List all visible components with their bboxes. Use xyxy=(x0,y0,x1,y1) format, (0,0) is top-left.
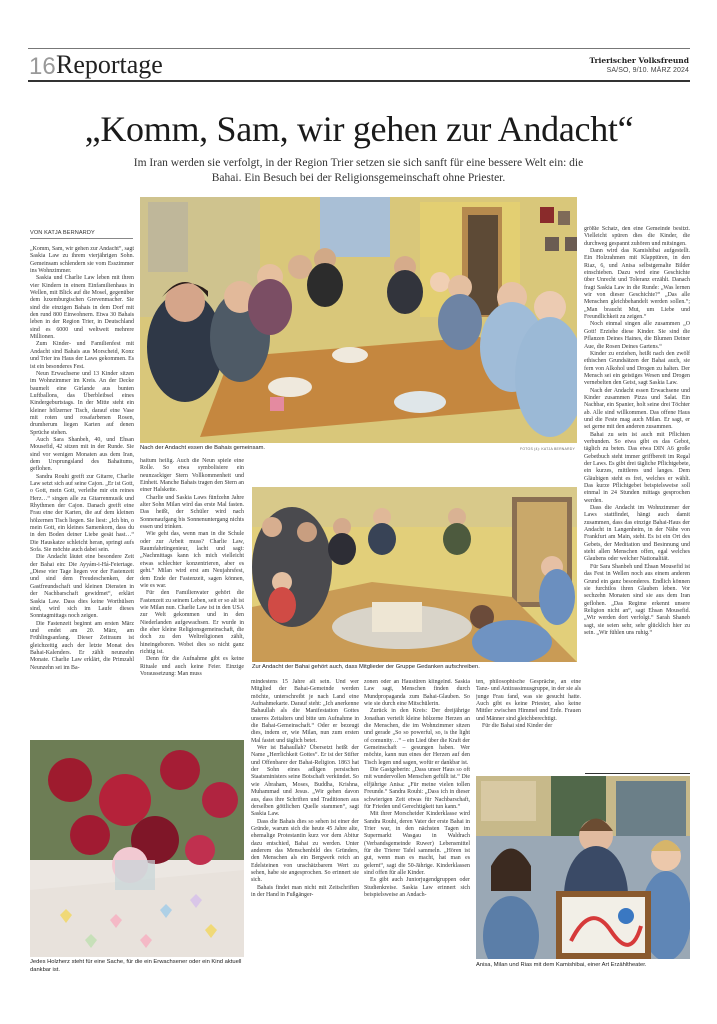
paragraph: Kinder zu erziehen, heißt nach den zwölf ethischen Grundsätzen der Bahai auch, sie fern von Alkohol und Drogen zu halten. Der Mensch sei ein geistiges Wesen und Drogen vernebelten den Geist, sagt Saskia Law. xyxy=(584,350,690,387)
article-column-4 xyxy=(364,679,470,971)
paragraph: Auch Sara Shanbeh, 40, und Ehsan Mousefid, 42 sitzen mit in der Runde. Sie sind vor wenigen Monaten aus dem Iran, dem Ursprungsland des Bahaitums, geflohen. xyxy=(30,436,134,473)
paragraph: Neun Erwachsene und 13 Kinder sitzen im Wohnzimmer im Kreis. An der Decke baumelt eine Girlande aus bunten Luftballons, das Überbleibsel eines Kindergeburtstags. In der Mitte steht ein kleiner hölzerner Tisch, darauf eine Vase mit roten und rosafarbenen Rosen, drumherum liegen Karten auf denen Sprüche stehen. xyxy=(30,370,134,436)
byline: VON KATJA BERNARDY xyxy=(30,230,133,239)
issue-date: SA/SO, 9/10. MÄRZ 2024 xyxy=(606,67,689,74)
paragraph: Mit ihrer Morscheider Kinderklasse wird Sandra Rouhi, deren Vater der erste Bahai in Trier war, in den nächsten Tagen im Supermarkt Wasgau in Waldrach (Verbandsgemeinde Ruwer) Lebensmittel für die Trierer Tafel sammeln. „Hören ist gut, wenn man es macht, hat man es gelernt“, sagt die 50-Jährige. Kinderklassen sind offen für alle Kinder. xyxy=(364,811,470,876)
paragraph: Denn für die Aufnahme gibt es keine Rituale und auch keine Feier. Einzige Voraussetzung: Man muss xyxy=(140,656,244,677)
paragraph: größte Schatz, den eine Gemeinde besitzt. Vielleicht spüren dies die Kinder, die durchweg gespannt zuhören und mitsingen. xyxy=(584,226,690,247)
photo-kids-kamishibai xyxy=(476,776,690,959)
photo-group-dinner xyxy=(140,197,577,443)
paragraph: Charlie und Saskia Laws fünfzehn Jahre alter Sohn Milan wird das erste Mal fasten. Das heißt, der Schüler wird nach Sonnenaufgang bis Sonnenuntergang nichts essen und trinken. xyxy=(140,494,244,531)
second-photo xyxy=(252,487,577,662)
paragraph: mindestens 15 Jahre alt sein. Und wer Mitglied der Bahai-Gemeinde werden möchte, unterschreibt je nach Land eine Aufnahmekarte. Darauf steht: „Ich anerkenne Bahaullah als die Manifestation Gottes unseres Zeitalters und bitte um Aufnahme in die Bahai-Gemeinschaft.“ Oder er bezeugt dies, indem er, wie Milan, nun zum ersten Mal fastet und täglich betet. xyxy=(251,679,359,744)
paragraph: Zurück in den Kreis: Der dreijährige Jonathan verteilt kleine hölzerne Herzen an die Menschen, die im Wohnzimmer sitzen und gerade „So so powerful, so, is the light of comunity…“ – ein Lied über die Kraft der Gemeinschaft – gesungen haben. Wer möchte, kann nun eines der Herzen auf den Tisch legen und sagen, wofür er dankbar ist. xyxy=(364,708,470,766)
article-column-1 xyxy=(30,246,134,738)
header-bottom-rule xyxy=(28,80,690,82)
paragraph: Nach der Andacht essen Erwachsene und Kinder zusammen Pizza und Salat. Ein Nachbar, ein Spanier, holt seine drei Töchter ab. Alle sind willkommen. Das offene Haus und die Feste mag auch Milan. Er sagt, er sei gerne mit den anderen zusammen. xyxy=(584,387,690,431)
paragraph: Für Sara Shanbeh und Ehsan Mousefid ist das Fest in Wellen noch aus einem anderen Grund ein ganz besonderes. Endlich können sie furchtlos ihren Glauben leben. Vor sechzehn Monaten sind sie aus dem Iran geflohen. „Das Regime erkennt unsere Religion nicht an“, sagt Ehsan Mousefid. „Wir werden dort verfolgt.“ Sarah Shaneb sagt, sie seien sehr, sehr glücklich hier zu sein. „Wir fühlen uns ruhig.“ xyxy=(584,563,690,636)
page-number: 16 xyxy=(29,53,56,80)
article-subheadline: Im Iran werden sie verfolgt, in der Region Trier setzen sie sich sanft für eine bessere Welt ein: die Bahai. Ein Besuch bei der Religionsgemeinschaft ohne Priester. xyxy=(133,157,584,184)
roses-photo-caption: Jedes Holzherz steht für eine Sache, für die ein Erwachsener oder ein Kind aktuell dankbar ist. xyxy=(30,959,242,973)
photo-credit: FOTOS (4): KATJA BERNARDY xyxy=(520,447,576,451)
kids-photo-caption: Anisa, Milan und Rias mit dem Kamishibai, einer Art Erzähltheater. xyxy=(476,962,647,968)
paragraph: Die Fastenzeit beginnt am ersten März und endet am 20. März, am Frühlingsanfang. Dieser Zeitraum ist gleichzeitig auch der letzte Monat des Bahai-Kalenders. Er zählt neunzehn Monate. Charlie Law erklärt, die Primzahl Neunzehn sei im Ba- xyxy=(30,620,134,671)
paragraph: Bahais findet man nicht mit Zeitschriften in der Hand in Fußgänger- xyxy=(251,884,359,898)
paragraph: Noch einmal singen alle zusammen „O Gott! Erziehe diese Kinder. Sie sind die Pflanzen Deines Haines, die Blumen Deiner Aue, die Rosen Deines Gartens.“ xyxy=(584,321,690,350)
paragraph: Es gibt auch Juniorjugendgruppen oder Studienkreise. Saskia Law erinnert sich beispielsweise an Andach- xyxy=(364,877,470,898)
paragraph: Für den Familienvater gehört die Fastenzeit zu seinem Leben, seit er so alt ist wie Milan nun. Charlie Law ist in den USA zur Welt gekommen und in den Niederlanden aufgewachsen. Er wurde in die eher kleine Religionsgemeinschaft, die doch zu den Weltreligionen zählt, hineingeboren. Wobei dies so nicht ganz richtig ist. xyxy=(140,590,244,655)
photo-living-room-circle xyxy=(252,487,577,662)
newspaper-logo: Trierischer Volksfreund xyxy=(589,56,689,65)
paragraph: Wie geht das, wenn man in die Schule oder zur Arbeit muss? Charlie Law, Raumfahrtingenieur, lacht und sagt: „Nachmittags kann ich mich vielleicht etwas schlechter konzentrieren, aber es geht.“ Milan wird erst am Neujahrsfest, dem Ende der Fastenzeit, sagen können, wie es war. xyxy=(140,531,244,589)
paragraph: Die Gastgeberin: „Dass unser Haus so oft mit wundervollen Menschen gefüllt ist.“ Die elfjährige Anisa: „Für meine vielen tollen Freunde.“ Sandra Rouhi: „Dass ich in dieser schwierigen Zeit etwas für Nachbarschaft, für Frieden und Gerechtigkeit tun kann.“ xyxy=(364,767,470,810)
kids-photo xyxy=(476,776,690,959)
paragraph: Wer ist Bahaullah? Übersetzt heißt der Name „Herrlichkeit Gottes“. Er ist der Stifter und Offenbarer der Bahai-Religion. 1863 hat der Sohn eines adligen persischen Staatsministers seine Botschaft verkündet. So wie Abraham, Moses, Buddha, Krishna, Muhammad und Jesus. „Wir gehen davon aus, dass ihre Schriften und Traditionen aus derselben göttlichen Quelle stammen“, sagt Saskia Law. xyxy=(251,745,359,818)
paragraph: Die Andacht läutet eine besondere Zeit der Bahai ein: Die Ayyám-i-Há-Feiertage. „Diese vier Tage liegen vor der Fastenzeit und sind dem Freudeschenken, der Gastfreundschaft und kleinen Diensten in der Nachbarschaft gewidmet“, erklärt Saskia Law. Dass dies keine Worthülsen sind, wird sich im Laufe dieses Sonntagmittags noch zeigen. xyxy=(30,554,134,620)
paragraph: Dann wird das Kamishibai aufgestellt. Ein Holzrahmen mit Klapptüren, in den Riaz, 6, und Anisa selbstgemalte Bilder einschieben. Dazu wird eine Geschichte über Unrecht und Toleranz erzählt. Danach fragt Saskia Law in die Runde: „Was lernen wir von dieser Geschichte?“ „Das alle Menschen gleichbehandelt werden sollen.“; „Man braucht Mut, um Liebe und Freundlichkeit zu zeigen.“ xyxy=(584,248,690,321)
section-title: Reportage xyxy=(56,50,163,79)
article-column-3 xyxy=(251,679,359,971)
paragraph: Sandra Rouhi greift zur Gitarre, Charlie Law setzt sich auf seine Cajon. „Er ist Gott, o Gott, mein Gott, verleihe mir ein reines Herz…“ singen alle zu Gitarrenmusik und Rhythmen der Cajon. Danach greift eine Frau eine der Karten, die auf dem kleinen hölzernen Tisch liegen. Sie liest: „Ich bin, o mein Gott, ein kleines Samenkorn, dass du in den Boden deiner Liebe gesät hast…“ Die Hauskatze schleicht heran, springt aufs Sofa. Sie möchte auch dabei sein. xyxy=(30,473,134,554)
second-photo-caption: Zur Andacht der Bahai gehört auch, dass Mitglieder der Gruppe Gedanken aufschreiben. xyxy=(252,664,480,670)
production-rule xyxy=(585,773,690,774)
paragraph: Für die Bahai sind Kinder der xyxy=(482,723,553,730)
paragraph: Dass die Andacht im Wohnzimmer der Laws stattfindet, hängt auch damit zusammen, dass das einzige Bahai-Haus der Andacht in Langenheim, in der Nähe von Frankfurt am Main, steht. Es ist ein Ort des Gebets, der Meditation und Besinnung und steht allen Menschen offen, egal welches Glaubens oder welcher Nationalität. xyxy=(584,505,690,563)
paragraph: haitum heilig. Auch die Neun spiele eine Rolle. So etwa symbolisiere ein neunzackiger Stern Vollkommenheit und Einheit. Manche Bahais tragen den Stern an einer Halskette. xyxy=(140,458,244,494)
main-photo xyxy=(140,197,577,443)
main-photo-caption: Nach der Andacht essen die Bahais gemeinsam. xyxy=(140,445,266,451)
paragraph: zonen oder an Haustüren klingelnd. Saskia Law sagt, Menschen finden durch Mundpropaganda zum Bahai-Glauben. So wie sie durch eine Mitschülerin. xyxy=(364,679,470,708)
paragraph: Saskia und Charlie Law leben mit ihren vier Kindern in einem Einfamilienhaus in Wellen, mit Blick auf die Mosel, gegenüber dem luxemburgischen Grevenmacher. Sie sind die einzigen Bahais in dem Dorf mit den rund 800 Einwohnern. Etwa 30 Bahais leben in der Region Trier, in Deutschland sind es 6000 und weltweit mehrere Millionen. xyxy=(30,275,134,341)
paragraph: „Komm, Sam, wir gehen zur Andacht“, sagt Saskia Law zu ihrem vierjährigen Sohn. Gemeinsam schlendern sie vom Esszimmer ins Wohnzimmer. xyxy=(30,246,134,275)
article-column-2 xyxy=(140,458,244,736)
photo-roses-hearts xyxy=(30,740,244,957)
paragraph: ten, philosophische Gespräche, an eine Tanz- und Antirassimusgruppe, in der sie als junge Frau fand, was sie gesucht hatte. Auch gibt es keine Priester, also keine Mittler zwischen Himmel und Erde. Frauen und Männer sind gleichberechtigt. xyxy=(476,679,581,722)
article-column-6 xyxy=(584,226,690,766)
roses-photo xyxy=(30,740,244,957)
paragraph: Dass die Bahais dies so sehen ist einer der Gründe, warum sich die heute 45 Jahre alte, ehemalige Protestantin kurz vor dem Abitur dazu entschied, Bahai zu werden. Unter anderem das Menschenbild des Gründers, den Menschen als ein Bergwerk reich an Edelsteinen von unschätzbarem Wert zu sehen, habe sie angesprochen. So erinnert sie sich. xyxy=(251,818,359,884)
paragraph: Bahai zu sein ist auch mit Pflichten verbunden. So etwa gibt es das Gebot, täglich zu beten. Das etwa DIN A6 große Gebetbuch steht immer griffbereit im Regal der Laws. Es gibt drei tägliche Pflichtgebete, ein kurzes, mittleres und langes. Dem Gläubigen steht es frei, welches er wählt. Das kurze Pflichtgebet beispielsweise soll einmal in 24 Stunden mittags gesprochen werden. xyxy=(584,431,690,504)
header-top-rule xyxy=(28,48,690,49)
article-headline: „Komm, Sam, wir gehen zur Andacht“ xyxy=(84,109,634,149)
paragraph: Zum Kinder- und Familienfest mit Andacht sind Bahais aus Morscheid, Konz und Trier ins Haus der Laws gekommen. Es ist ein besonderes Fest. xyxy=(30,341,134,370)
article-column-5 xyxy=(476,679,581,739)
